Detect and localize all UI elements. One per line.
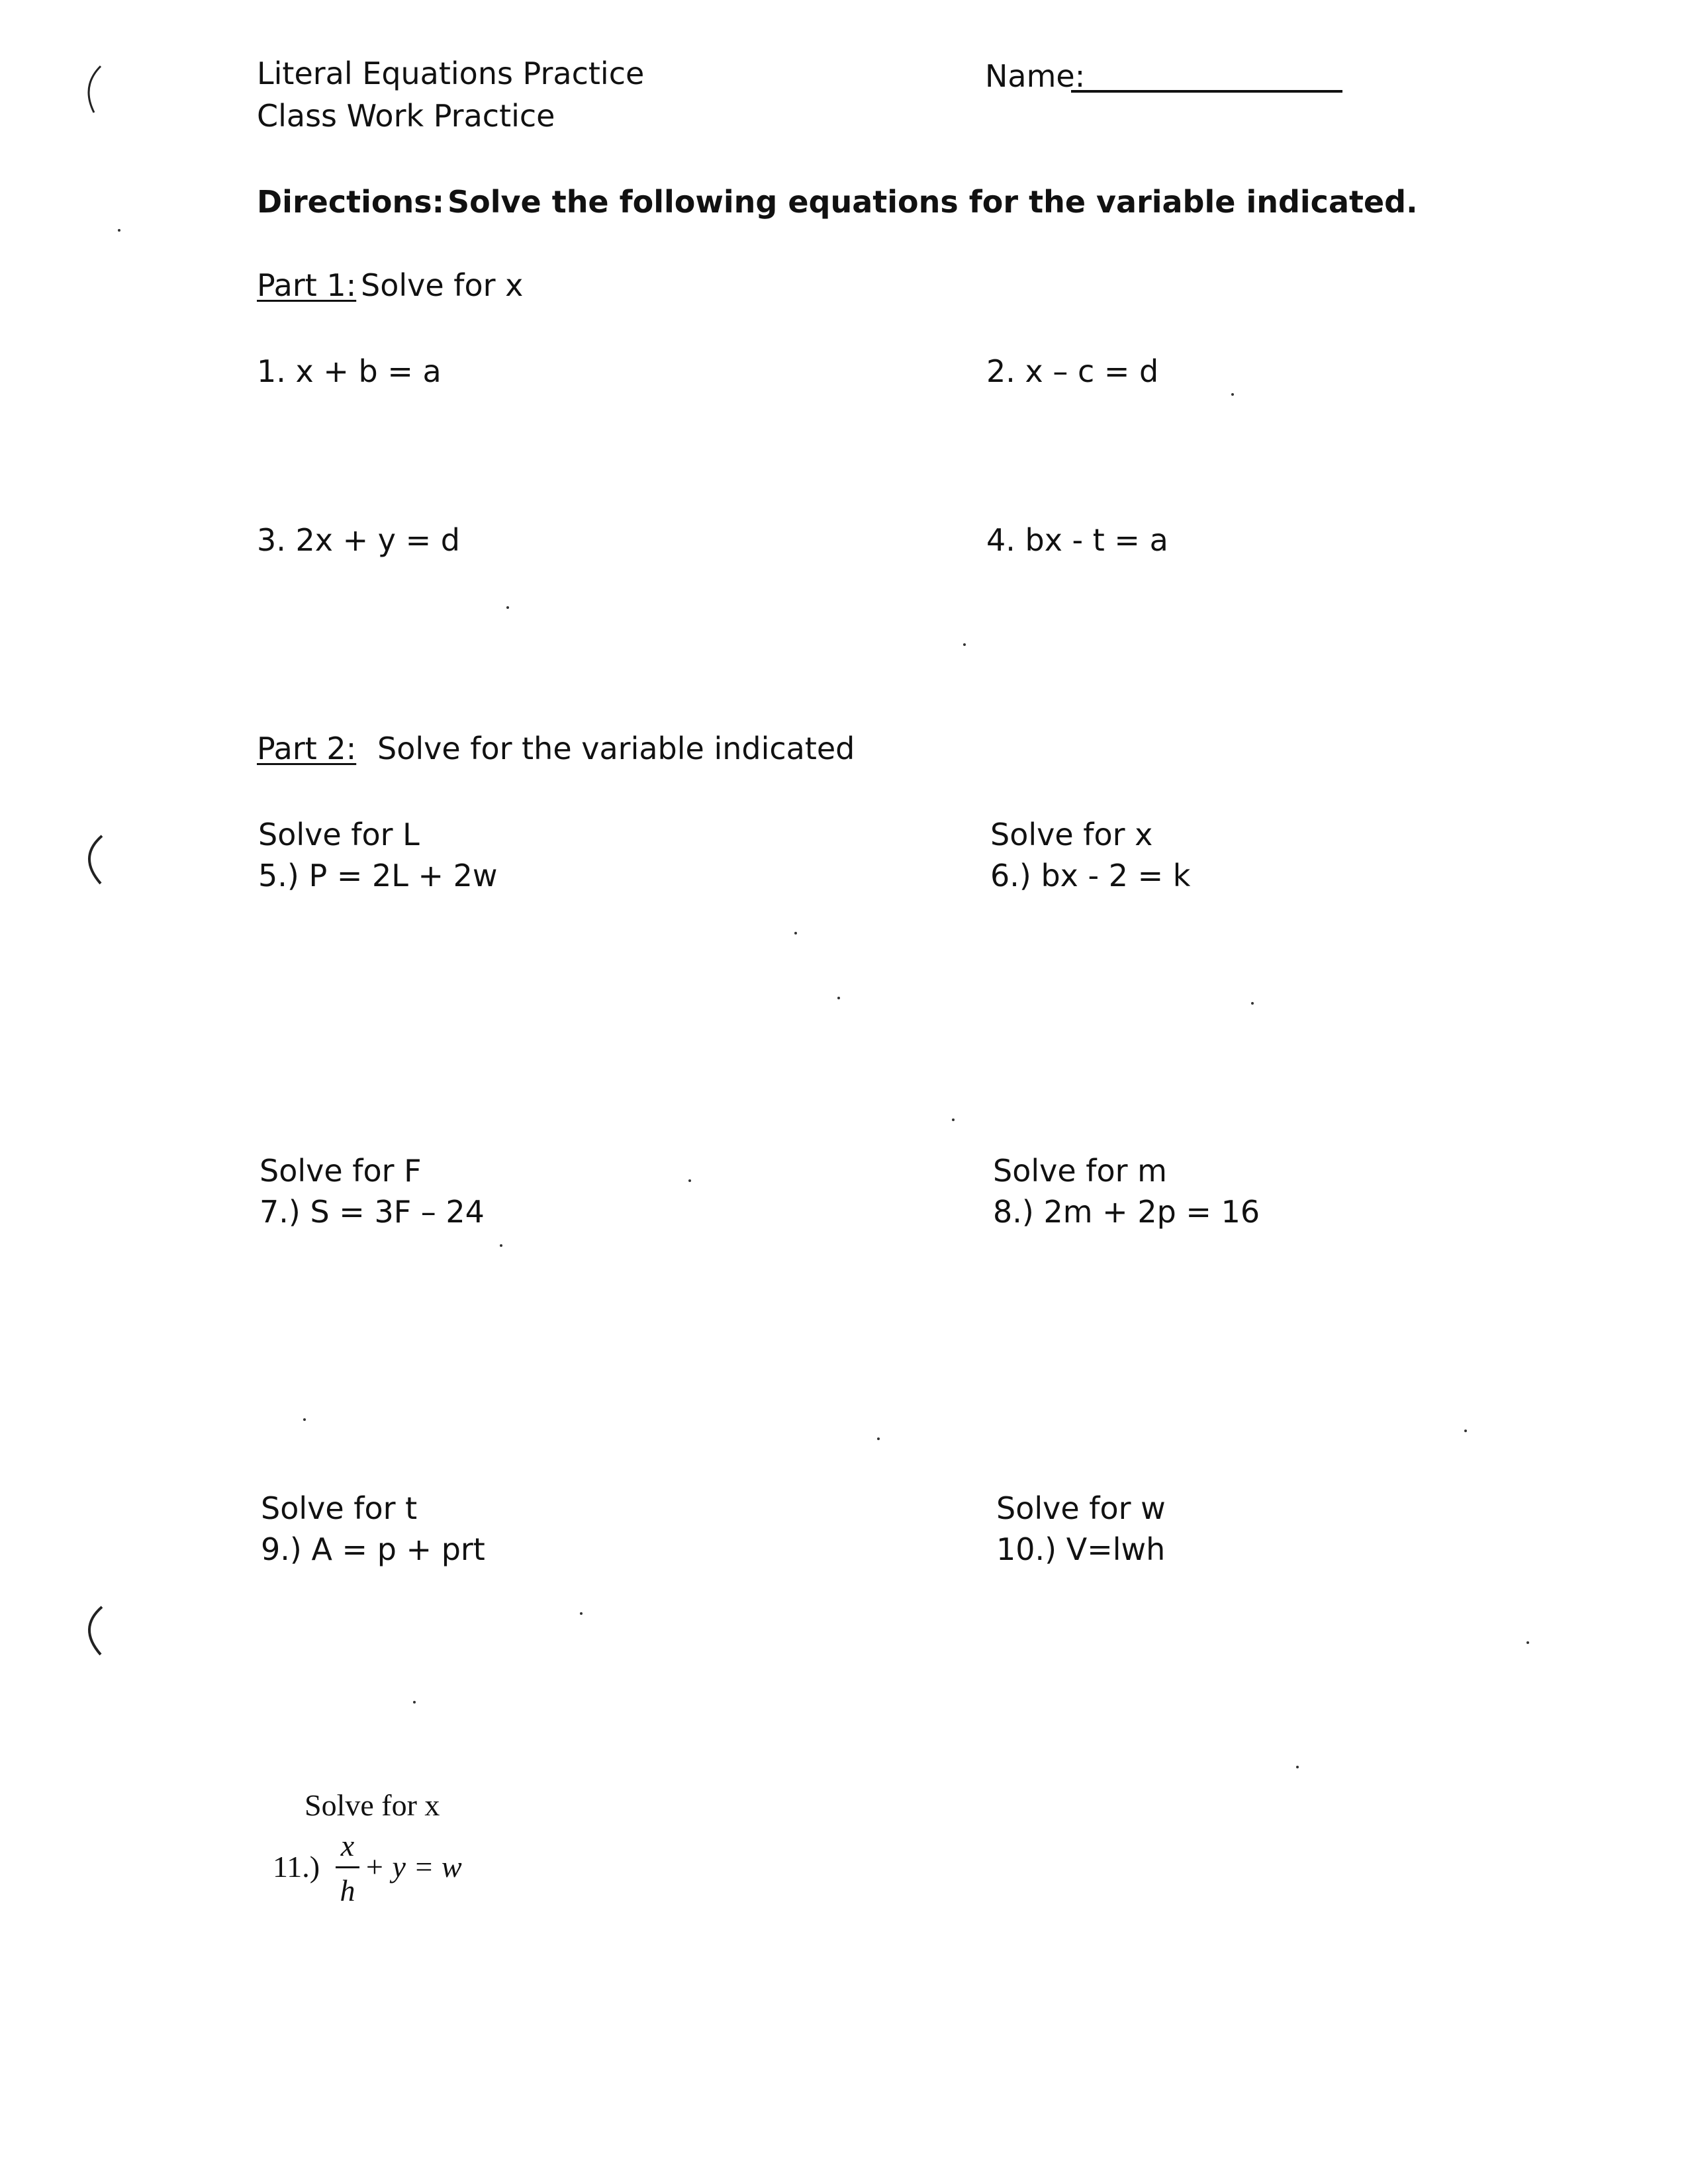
scan-speck bbox=[1464, 1430, 1467, 1432]
problem-10-prompt: Solve for w bbox=[996, 1490, 1166, 1526]
scan-speck bbox=[688, 1179, 691, 1182]
problem-10-equation: 10.) V=lwh bbox=[996, 1531, 1166, 1567]
problem-7-equation: 7.) S = 3F – 24 bbox=[259, 1194, 485, 1230]
punch-hole-mark bbox=[74, 831, 114, 890]
problem-6-equation: 6.) bx - 2 = k bbox=[990, 858, 1191, 893]
punch-hole-mark bbox=[74, 1602, 114, 1661]
scan-speck bbox=[1526, 1641, 1529, 1644]
scan-speck bbox=[118, 229, 120, 232]
worksheet-subtitle: Class Work Practice bbox=[257, 98, 555, 134]
problem-8-prompt: Solve for m bbox=[993, 1153, 1167, 1189]
problem-1: 1. x + b = a bbox=[257, 353, 442, 389]
problem-4: 4. bx - t = a bbox=[986, 522, 1168, 558]
problem-5-prompt: Solve for L bbox=[258, 817, 420, 852]
problem-3: 3. 2x + y = d bbox=[257, 522, 460, 558]
problem-5-equation: 5.) P = 2L + 2w bbox=[258, 858, 498, 893]
problem-11-fraction bbox=[334, 1828, 361, 1907]
part1-label: Part 1: bbox=[257, 267, 357, 303]
punch-hole-mark bbox=[74, 60, 114, 119]
problem-11-rest: + y = w bbox=[364, 1850, 462, 1884]
scan-speck bbox=[837, 997, 840, 999]
problem-8-equation: 8.) 2m + 2p = 16 bbox=[993, 1194, 1260, 1230]
worksheet-title: Literal Equations Practice bbox=[257, 56, 645, 91]
name-field-line[interactable] bbox=[1071, 87, 1342, 93]
scan-speck bbox=[500, 1244, 502, 1247]
scan-speck bbox=[877, 1437, 880, 1440]
scan-speck bbox=[952, 1118, 955, 1121]
problem-7-prompt: Solve for F bbox=[259, 1153, 422, 1189]
part1-instruction: Solve for x bbox=[361, 267, 524, 303]
scan-speck bbox=[1251, 1002, 1254, 1005]
scan-speck bbox=[580, 1612, 583, 1615]
problem-11-prompt: Solve for x bbox=[305, 1788, 440, 1822]
part2-label: Part 2: bbox=[257, 731, 357, 766]
fraction-numerator: x bbox=[340, 1829, 355, 1862]
problem-6-prompt: Solve for x bbox=[990, 817, 1153, 852]
scan-speck bbox=[1231, 393, 1234, 396]
problem-2: 2. x – c = d bbox=[986, 353, 1159, 389]
name-label: Name: bbox=[985, 58, 1086, 94]
scan-speck bbox=[1296, 1766, 1299, 1768]
problem-9-equation: 9.) A = p + prt bbox=[261, 1531, 485, 1567]
scan-speck bbox=[794, 932, 797, 934]
part2-instruction: Solve for the variable indicated bbox=[377, 731, 855, 766]
fraction-bar bbox=[336, 1866, 359, 1868]
scan-speck bbox=[303, 1418, 306, 1421]
directions-text: Solve the following equations for the variable indicated. bbox=[447, 184, 1418, 220]
scan-speck bbox=[506, 606, 509, 609]
directions-label: Directions: bbox=[257, 184, 444, 220]
problem-11-number: 11.) bbox=[273, 1850, 320, 1884]
scan-speck bbox=[413, 1701, 416, 1704]
problem-9-prompt: Solve for t bbox=[261, 1490, 418, 1526]
scan-speck bbox=[963, 643, 966, 646]
fraction-denominator: h bbox=[340, 1874, 355, 1907]
